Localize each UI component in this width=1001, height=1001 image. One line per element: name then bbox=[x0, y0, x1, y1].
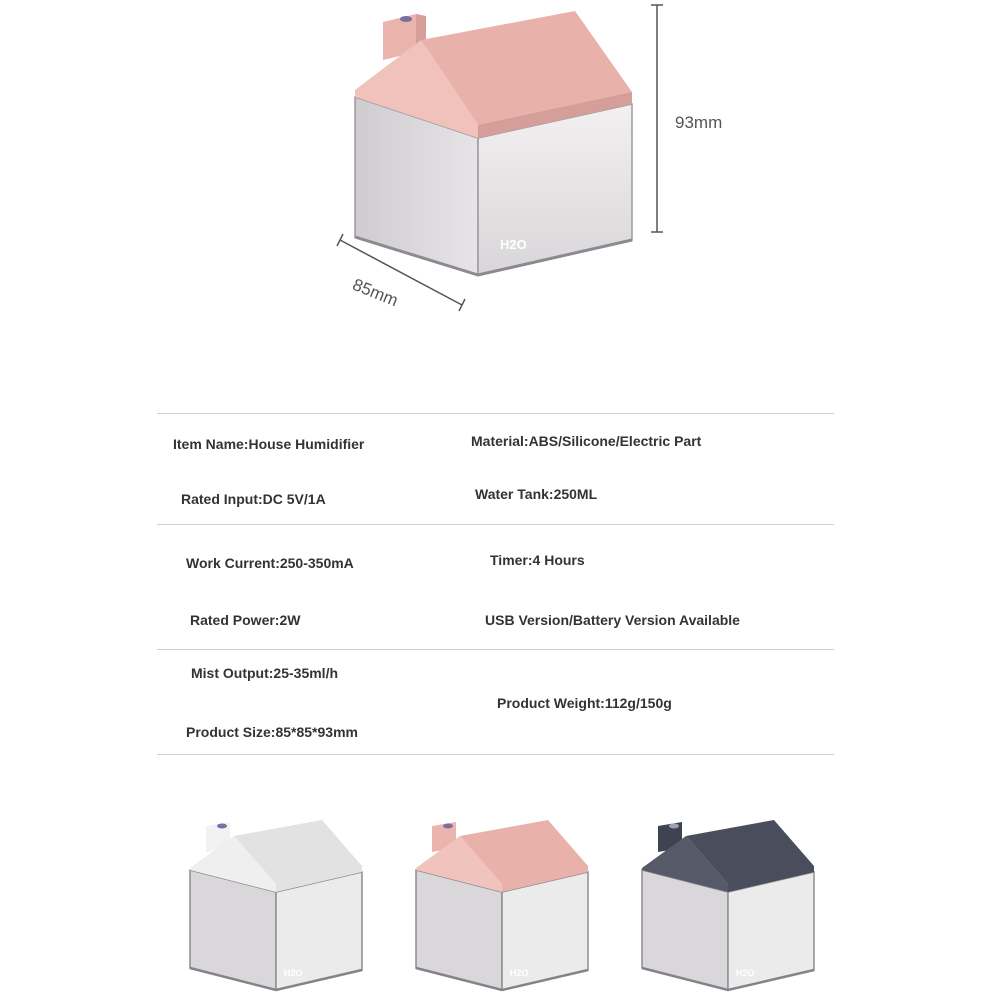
spec-divider bbox=[157, 413, 834, 414]
h2o-logo: H2O bbox=[284, 968, 303, 978]
hero-product-illustration bbox=[0, 0, 1001, 330]
spec-timer: Timer:4 Hours bbox=[490, 552, 585, 568]
variant-pink-house bbox=[412, 810, 602, 1000]
spec-mist-output: Mist Output:25-35ml/h bbox=[191, 665, 339, 681]
spec-usb-version: USB Version/Battery Version Available bbox=[485, 612, 740, 628]
spec-divider bbox=[157, 649, 834, 650]
h2o-logo: H2O bbox=[500, 237, 527, 252]
height-dimension-line bbox=[651, 5, 663, 232]
spec-rated-input: Rated Input:DC 5V/1A bbox=[181, 491, 326, 507]
spec-water-tank: Water Tank:250ML bbox=[475, 486, 598, 502]
h2o-logo: H2O bbox=[736, 968, 755, 978]
width-label: 85mm bbox=[349, 275, 401, 311]
h2o-logo: H2O bbox=[510, 968, 529, 978]
variant-white-house bbox=[186, 810, 376, 1000]
spec-divider bbox=[157, 754, 834, 755]
spec-product-size: Product Size:85*85*93mm bbox=[186, 724, 358, 740]
spec-item-name: Item Name:House Humidifier bbox=[173, 436, 365, 452]
spec-product-weight: Product Weight:112g/150g bbox=[497, 695, 672, 711]
spec-work-current: Work Current:250-350mA bbox=[186, 555, 354, 571]
spec-material: Material:ABS/Silicone/Electric Part bbox=[471, 433, 702, 449]
spec-divider bbox=[157, 524, 834, 525]
spec-rated-power: Rated Power:2W bbox=[190, 612, 301, 628]
height-label: 93mm bbox=[675, 113, 723, 132]
variant-black-house bbox=[638, 810, 828, 1000]
